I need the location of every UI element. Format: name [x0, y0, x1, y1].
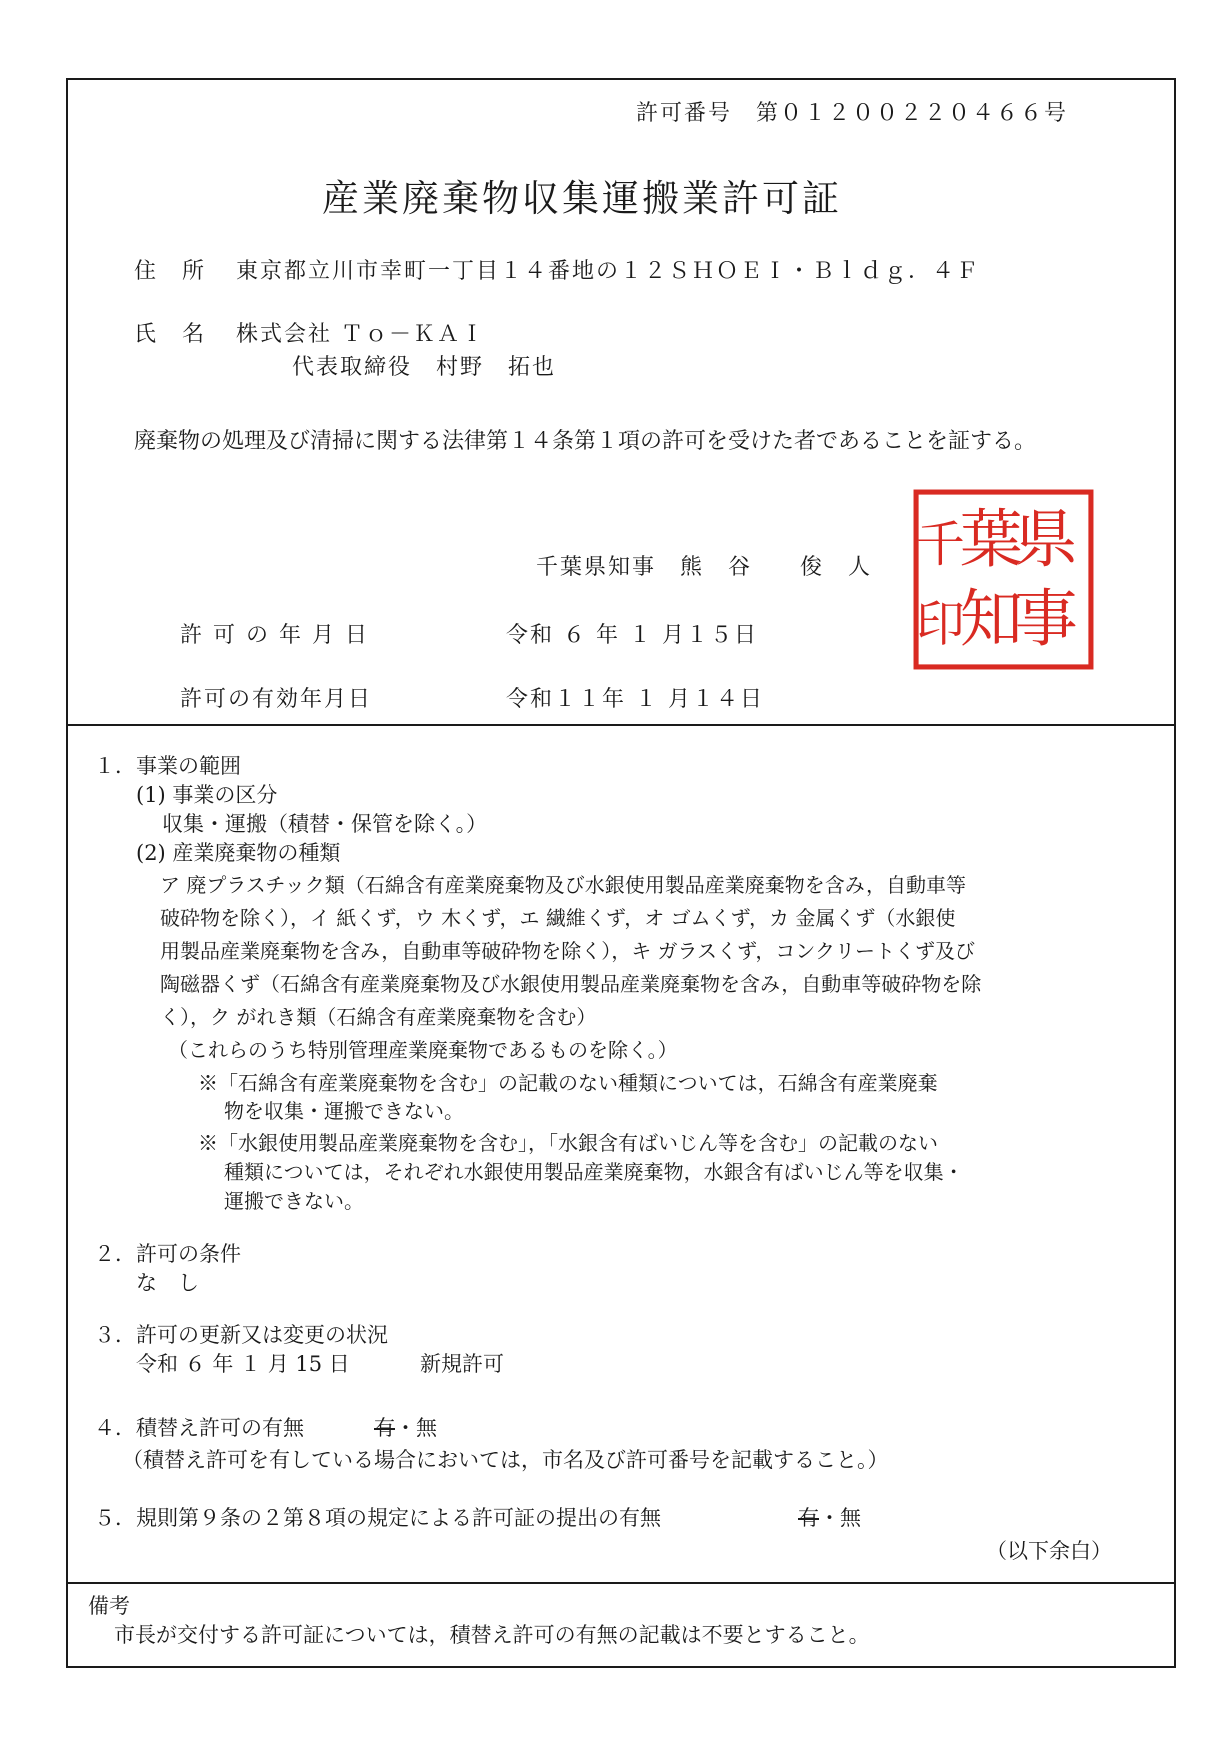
section1-heading: １．事業の範囲	[94, 754, 241, 778]
waste-type-line: ア 廃プラスチック類（石綿含有産業廃棄物及び水銀使用製品産業廃棄物を含み，自動車等	[160, 873, 966, 897]
section1-sub2-heading: (2) 産業廃棄物の種類	[136, 841, 341, 865]
svg-text:印: 印	[916, 595, 965, 653]
section4-note: （積替え許可を有している場合においては，市名及び許可番号を記載すること。）	[122, 1448, 889, 1472]
end-of-text-marker: （以下余白）	[986, 1539, 1112, 1563]
permit-date-label: 許 可 の 年 月 日	[180, 623, 369, 648]
section5-choice: 有・無	[798, 1506, 861, 1530]
waste-type-line: く），ク がれき類（石綿含有産業廃棄物を含む）	[160, 1005, 597, 1029]
waste-type-line: 陶磁器くず（石綿含有産業廃棄物及び水銀使用製品産業廃棄物を含み，自動車等破砕物を除	[160, 972, 982, 996]
note-asbestos-line: 物を収集・運搬できない。	[224, 1099, 464, 1123]
representative: 代表取締役 村野 拓也	[292, 355, 557, 380]
expiry-date-value: 令和１１年 １ 月１４日	[506, 687, 764, 712]
svg-text:葉: 葉	[959, 502, 1023, 577]
divider-header	[66, 724, 1176, 726]
expiry-date-label: 許可の有効年月日	[180, 687, 373, 712]
svg-text:県: 県	[1014, 502, 1078, 577]
svg-text:千: 千	[916, 516, 965, 574]
company-name: 株式会社 Ｔｏ－ＫＡＩ	[236, 322, 485, 347]
issuer: 千葉県知事 熊 谷 俊 人	[536, 555, 873, 580]
section3-status: 新規許可	[420, 1352, 504, 1376]
divider-remarks	[66, 1582, 1176, 1584]
address-value: 東京都立川市幸町一丁目１４番地の１２ＳＨＯＥＩ・Ｂｌｄｇ．４Ｆ	[236, 259, 981, 284]
waste-type-line: 破砕物を除く），イ 紙くず，ウ 木くず，エ 繊維くず，オ ゴムくず，カ 金属くず（水銀使	[160, 906, 956, 930]
section4-choice: 有・無	[374, 1416, 437, 1440]
section1-sub1-heading: (1) 事業の区分	[136, 783, 278, 807]
note-asbestos-line: ※「石綿含有産業廃棄物を含む」の記載のない種類については，石綿含有産業廃棄	[198, 1071, 938, 1095]
note-mercury-line: ※「水銀使用製品産業廃棄物を含む」，「水銀含有ばいじん等を含む」の記載のない	[198, 1131, 938, 1155]
address-label: 住 所	[134, 259, 207, 284]
section2-value: な し	[136, 1271, 199, 1295]
section3-date: 令和 ６ 年 １ 月 15 日	[136, 1352, 350, 1376]
waste-type-exclusion: （これらのうち特別管理産業廃棄物であるものを除く。）	[168, 1038, 678, 1062]
remarks-heading: 備考	[88, 1594, 130, 1618]
section5-no-option: 無	[840, 1506, 861, 1530]
svg-text:事: 事	[1014, 581, 1078, 656]
name-label: 氏 名	[134, 322, 207, 347]
waste-type-line: 用製品産業廃棄物を含み，自動車等破砕物を除く），キ ガラスくず，コンクリートくず及び	[160, 939, 975, 963]
note-mercury-line: 運搬できない。	[224, 1189, 364, 1213]
section4-yes-option: 有	[374, 1416, 395, 1440]
section5-yes-option: 有	[798, 1506, 819, 1530]
svg-text:知: 知	[959, 581, 1023, 656]
certification-text: 廃棄物の処理及び清掃に関する法律第１４条第１項の許可を受けた者であることを証する。	[134, 429, 1037, 454]
section1-sub1-value: 収集・運搬（積替・保管を除く。）	[162, 812, 488, 836]
note-mercury-line: 種類については，それぞれ水銀使用製品産業廃棄物，水銀含有ばいじん等を収集・	[224, 1160, 964, 1184]
section4-no-option: 無	[416, 1416, 437, 1440]
permit-date-value: 令和 ６ 年 １ 月１５日	[506, 623, 758, 648]
section3-heading: ３．許可の更新又は変更の状況	[94, 1323, 388, 1347]
permit-number: 許可番号 第０１２００２２０４６６号	[636, 101, 1069, 126]
section2-heading: ２．許可の条件	[94, 1242, 241, 1266]
section5-heading: ５．規則第９条の２第８項の規定による許可証の提出の有無	[94, 1506, 661, 1530]
remarks-text: 市長が交付する許可証については，積替え許可の有無の記載は不要とすること。	[114, 1623, 870, 1647]
document-title: 産業廃棄物収集運搬業許可証	[322, 177, 842, 220]
official-seal-icon	[912, 488, 1095, 671]
section4-heading: ４．積替え許可の有無	[94, 1416, 304, 1440]
